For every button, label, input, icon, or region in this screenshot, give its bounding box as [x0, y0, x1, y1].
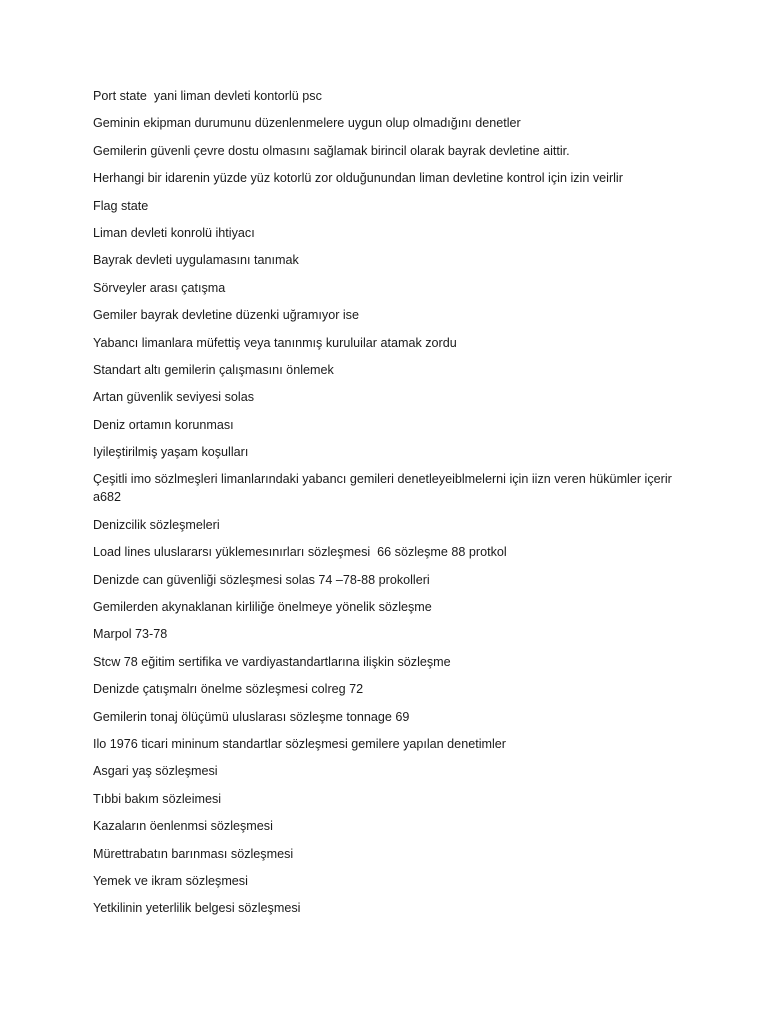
paragraph: Flag state	[93, 198, 149, 213]
paragraph: Port state yani liman devleti kontorlü psc	[93, 89, 322, 103]
paragraph: Yetkilinin yeterlilik belgesi sözleşmesi	[93, 901, 301, 916]
paragraph: Deniz ortamın korunması	[93, 417, 234, 432]
paragraph: Gemilerin tonaj ölüçümü uluslarası sözleşme tonnage 69	[93, 709, 410, 724]
paragraph: Sörveyler arası çatışma	[93, 280, 226, 295]
paragraph: Marpol 73-78	[93, 627, 168, 642]
paragraph: Mürettrabatın barınması sözleşmesi	[93, 846, 294, 861]
paragraph: Denizde çatışmalrı önelme sözleşmesi colreg 72	[93, 682, 364, 697]
paragraph: Yemek ve ikram sözleşmesi	[93, 873, 248, 888]
paragraph: Iyileştirilmiş yaşam koşulları	[93, 445, 249, 460]
paragraph: Herhangi bir idarenin yüzde yüz kotorlü zor olduğunundan liman devletine kontrol için izin veirlir	[93, 171, 623, 186]
paragraph: Çeşitli imo sözlmeşleri limanlarındaki yabancı gemileri denetleyeiblmelerni için iizn veren hükümler içerir a682	[93, 472, 676, 505]
paragraph: Denizcilik sözleşmeleri	[93, 517, 220, 532]
paragraph: Kazaların öenlenmsi sözleşmesi	[93, 819, 273, 834]
document-body	[93, 87, 683, 927]
paragraph: Tıbbi bakım sözleimesi	[93, 791, 222, 806]
paragraph: Bayrak devleti uygulamasını tanımak	[93, 253, 299, 268]
paragraph: Liman devleti konrolü ihtiyacı	[93, 225, 255, 240]
paragraph: Gemilerin güvenli çevre dostu olmasını sağlamak birincil olarak bayrak devletine aittir.	[93, 143, 570, 158]
paragraph: Ilo 1976 ticari mininum standartlar sözleşmesi gemilere yapılan denetimler	[93, 736, 506, 751]
paragraph: Asgari yaş sözleşmesi	[93, 764, 218, 779]
paragraph: Artan güvenlik seviyesi solas	[93, 390, 254, 405]
paragraph: Load lines uluslararsı yüklemesınırları sözleşmesi 66 sözleşme 88 protkol	[93, 545, 507, 560]
paragraph: Gemilerden akynaklanan kirliliğe önelmeye yönelik sözleşme	[93, 600, 432, 615]
paragraph: Stcw 78 eğitim sertifika ve vardiyastandartlarına ilişkin sözleşme	[93, 654, 451, 669]
paragraph: Standart altı gemilerin çalışmasını önlemek	[93, 362, 334, 377]
paragraph: Geminin ekipman durumunu düzenlenmelere uygun olup olmadığını denetler	[93, 116, 521, 131]
paragraph: Gemiler bayrak devletine düzenki uğramıyor ise	[93, 308, 359, 323]
paragraph: Denizde can güvenliği sözleşmesi solas 74 –78-88 prokolleri	[93, 572, 430, 587]
paragraph: Yabancı limanlara müfettiş veya tanınmış kuruluilar atamak zordu	[93, 335, 457, 350]
